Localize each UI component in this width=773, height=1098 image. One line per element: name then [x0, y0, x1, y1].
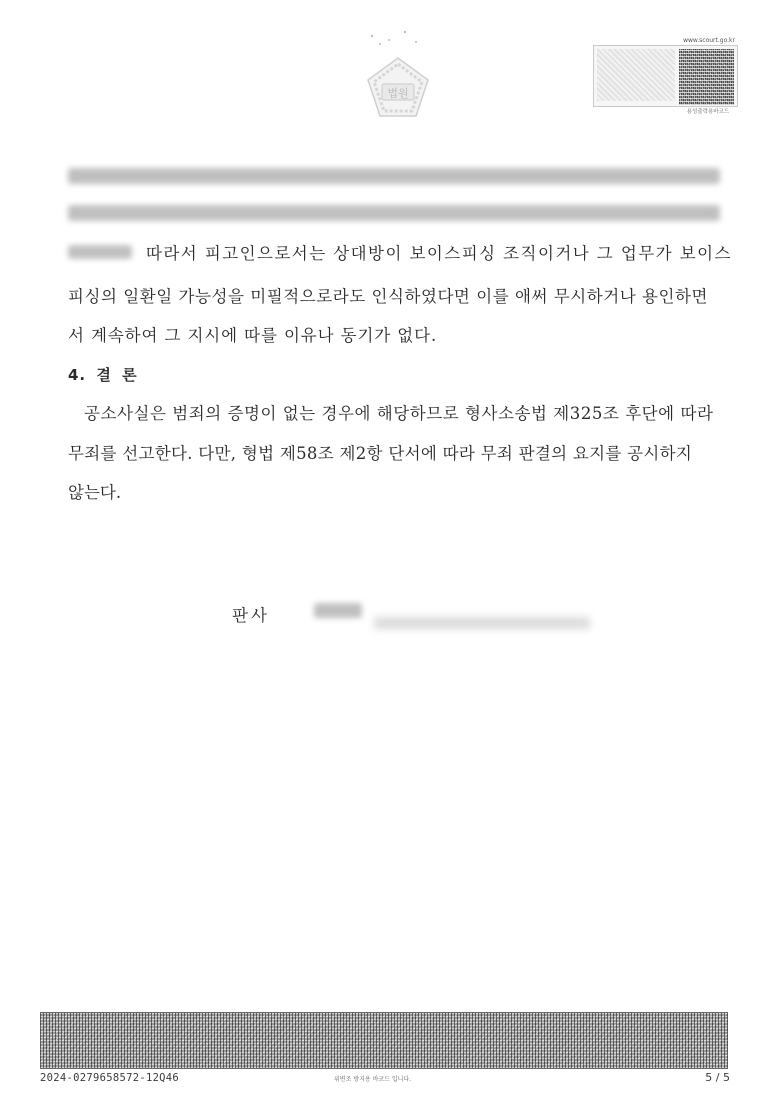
judge-label: 판사	[232, 606, 270, 625]
footer-note: 위변조 방지용 바코드 입니다.	[334, 1076, 412, 1083]
body-line: 따라서 피고인으로서는 상대방이 보이스피싱 조직이거나 그 업무가 보이스	[146, 244, 732, 263]
conclusion-paragraph-line: 무죄를 선고한다. 다만, 형법 제58조 제2항 단서에 따라 무죄 판결의 요지를 공시하지	[68, 444, 693, 463]
redacted-name	[68, 245, 132, 259]
barcode-caption: 용성출력용바코드	[686, 109, 730, 115]
barcode-area	[597, 49, 675, 101]
body-line: 피싱의 일환일 가능성을 미필적으로라도 인식하였다면 이를 애써 무시하거나 용인하면	[68, 287, 708, 306]
body-line: 서 계속하여 그 지시에 따를 이유나 동기가 없다.	[68, 326, 438, 345]
document-number: 2024-0279658572-12Q46	[40, 1072, 180, 1084]
emblem-label: 법원	[387, 87, 409, 100]
redacted-signature	[374, 617, 590, 629]
conclusion-paragraph-line: 공소사실은 범죄의 증명이 없는 경우에 해당하므로 형사소송법 제325조 후단에 따라	[84, 404, 714, 423]
qr-code-icon	[679, 49, 734, 105]
section-heading: 4. 결 론	[68, 366, 138, 384]
redacted-text	[68, 168, 720, 184]
redacted-judge-name	[314, 603, 362, 618]
anti-forgery-barcode	[40, 1012, 728, 1069]
court-emblem-icon	[358, 24, 438, 132]
conclusion-paragraph-line: 않는다.	[68, 483, 122, 502]
redacted-text	[68, 205, 720, 221]
site-url: www.scourt.go.kr	[683, 37, 735, 44]
page-number: 5 / 5	[705, 1071, 730, 1084]
